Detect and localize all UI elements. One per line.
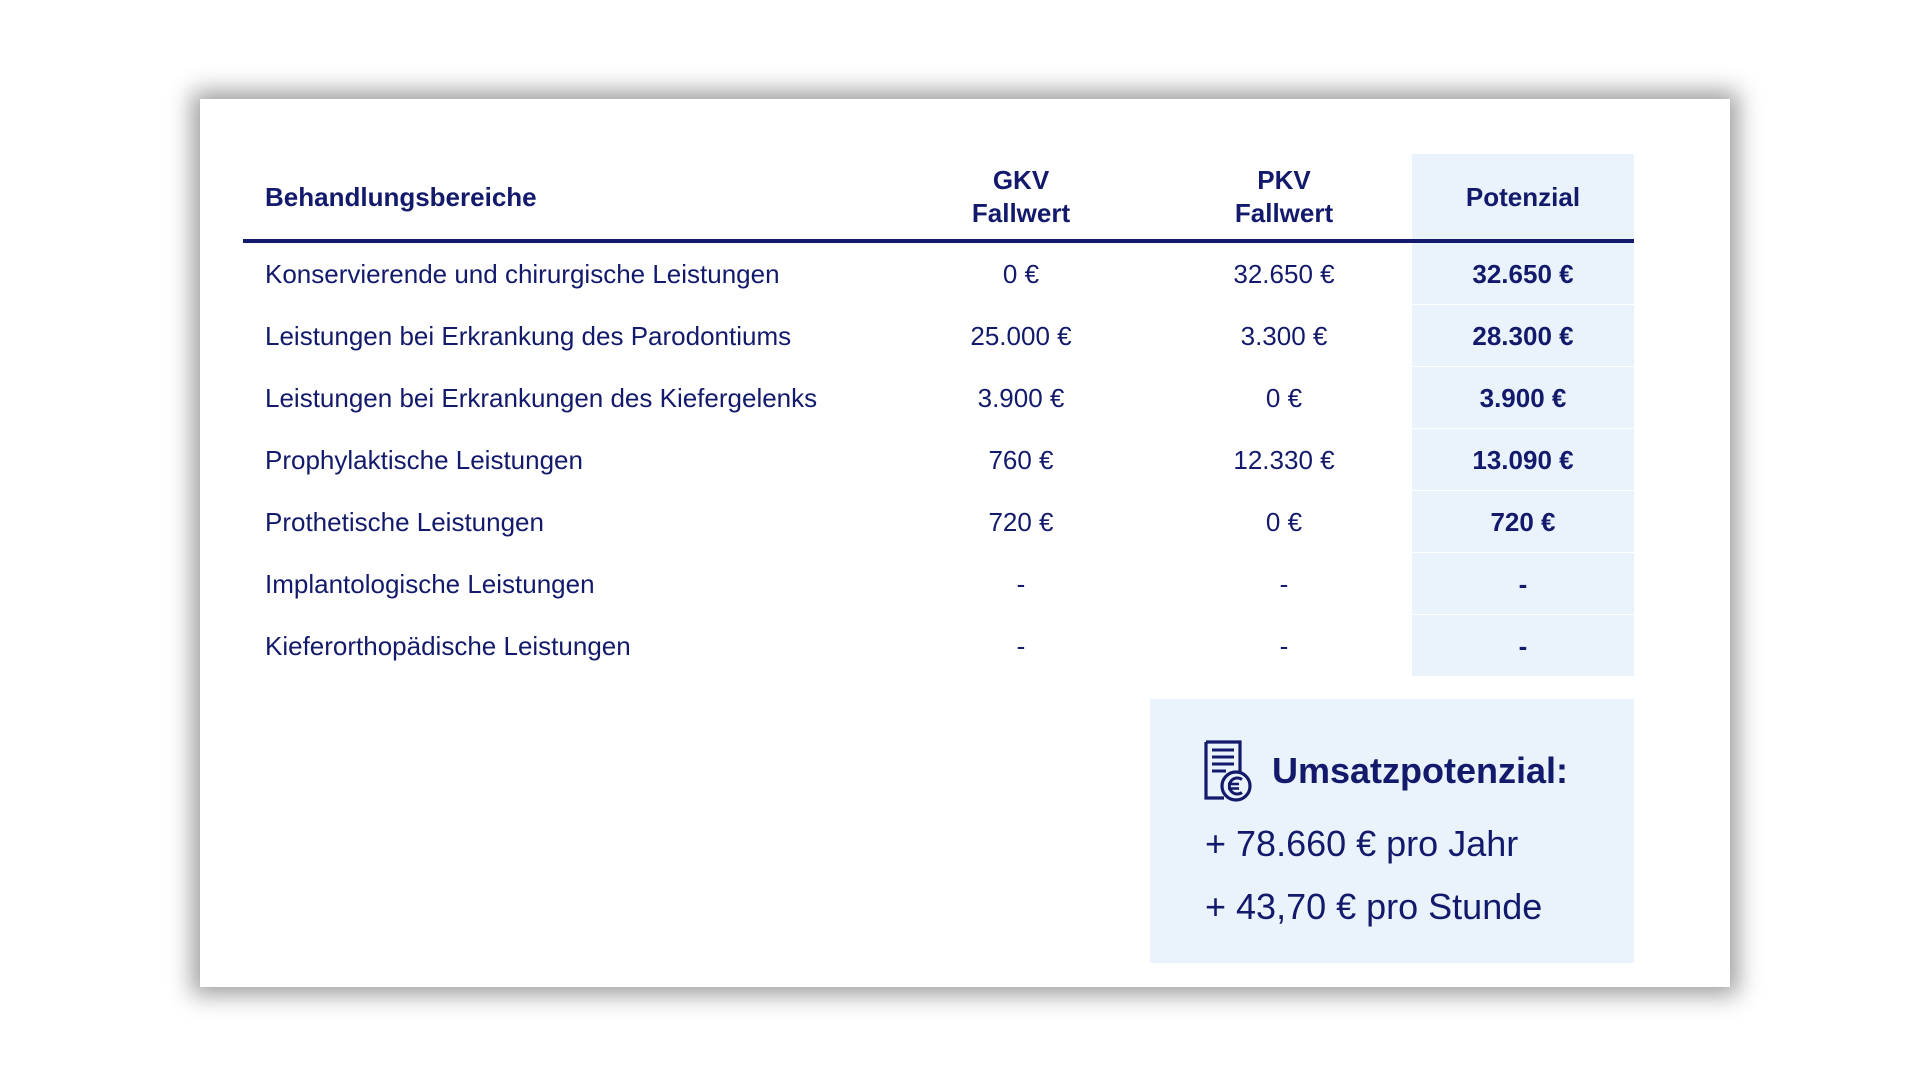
row-pkv-value: 0 €: [1265, 507, 1303, 537]
invoice-euro-icon: [1202, 740, 1254, 802]
revenue-potential-box: [1150, 699, 1634, 963]
row-potential-value: -: [1518, 631, 1528, 661]
row-potential-value: 13.090 €: [1472, 445, 1574, 475]
row-gkv-value: 760 €: [988, 445, 1054, 475]
table-row: [243, 491, 1634, 553]
row-area: Prophylaktische Leistungen: [265, 445, 583, 475]
header-gkv-line1: GKV: [992, 165, 1050, 195]
row-area: Implantologische Leistungen: [265, 569, 595, 599]
row-potential-value: 720 €: [1490, 507, 1556, 537]
row-area: Leistungen bei Erkrankungen des Kiefergelenks: [265, 383, 818, 413]
row-area: Leistungen bei Erkrankung des Parodontiums: [265, 321, 792, 351]
row-area: Kieferorthopädische Leistungen: [265, 631, 631, 661]
header-gkv: [889, 154, 1153, 240]
slide-card: [200, 99, 1730, 987]
row-pkv-value: 0 €: [1265, 383, 1303, 413]
row-gkv-value: -: [1016, 631, 1026, 661]
header-potential: [1412, 154, 1634, 240]
summary-heading: [1202, 739, 1568, 803]
table-row: [243, 615, 1634, 677]
row-pkv-value: 3.300 €: [1240, 321, 1328, 351]
row-potential-value: -: [1518, 569, 1528, 599]
header-area: [265, 154, 865, 240]
row-gkv-value: -: [1016, 569, 1026, 599]
row-gkv-value: 720 €: [988, 507, 1054, 537]
table-body: [243, 243, 1634, 677]
row-pkv-value: 12.330 €: [1233, 445, 1335, 475]
row-potential-value: 28.300 €: [1472, 321, 1574, 351]
row-potential-value: 3.900 €: [1479, 383, 1567, 413]
header-potential-label: Potenzial: [1465, 181, 1581, 212]
header-area-label: Behandlungsbereiche: [265, 181, 537, 212]
summary-title: Umsatzpotenzial:: [1272, 750, 1569, 791]
header-pkv-line2: Fallwert: [1234, 198, 1334, 228]
row-pkv-value: 32.650 €: [1233, 259, 1335, 289]
table-row: [243, 243, 1634, 305]
row-pkv-value: -: [1279, 569, 1289, 599]
table-row: [243, 429, 1634, 491]
header-pkv: [1152, 154, 1416, 240]
table-row: [243, 367, 1634, 429]
table-row: [243, 305, 1634, 367]
row-gkv-value: 0 €: [1002, 259, 1040, 289]
row-potential-value: 32.650 €: [1472, 259, 1574, 289]
row-gkv-value: 25.000 €: [970, 321, 1072, 351]
row-gkv-value: 3.900 €: [977, 383, 1065, 413]
table-header: [243, 154, 1634, 240]
row-pkv-value: -: [1279, 631, 1289, 661]
revenue-per-year: + 78.660 € pro Jahr: [1205, 823, 1519, 864]
table-row: [243, 553, 1634, 615]
revenue-per-hour: + 43,70 € pro Stunde: [1205, 886, 1543, 927]
row-area: Konservierende und chirurgische Leistungen: [265, 259, 780, 289]
header-pkv-line1: PKV: [1257, 165, 1311, 195]
row-area: Prothetische Leistungen: [265, 507, 544, 537]
header-gkv-line2: Fallwert: [971, 198, 1071, 228]
